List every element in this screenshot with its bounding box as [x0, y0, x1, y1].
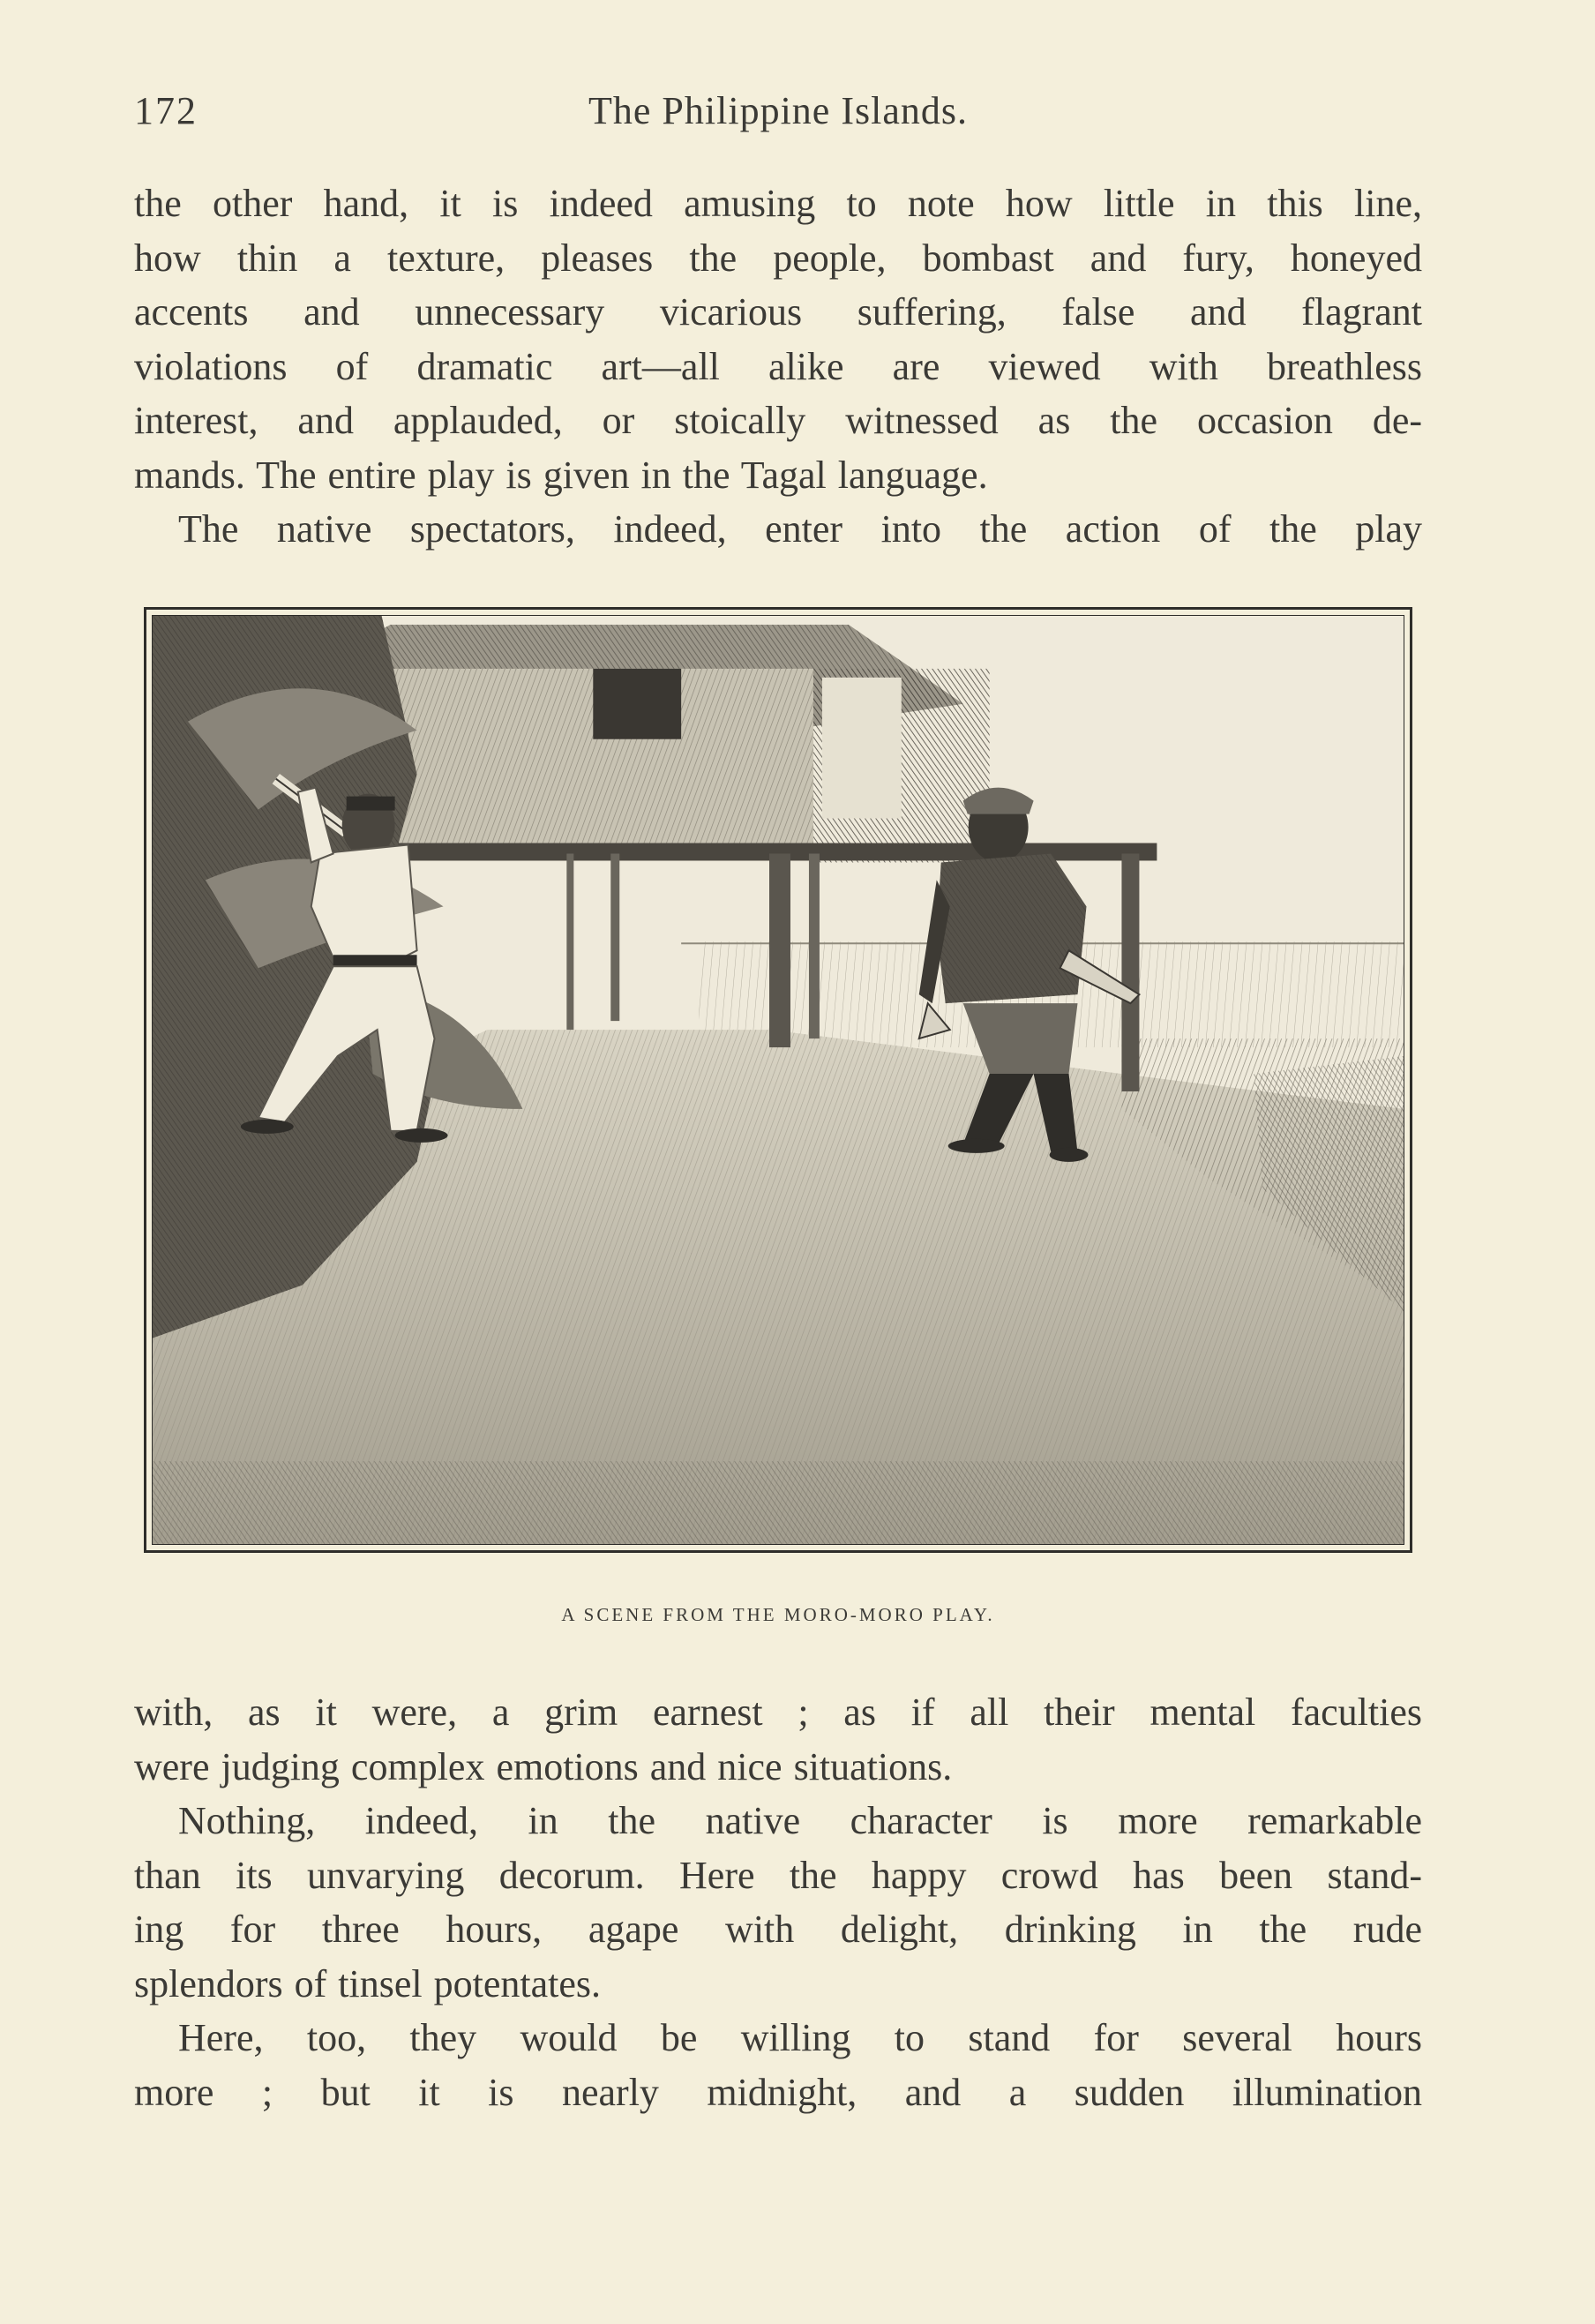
text-line: were judging complex emotions and nice situations.: [134, 1744, 953, 1788]
text-line: than its unvarying decorum. Here the happy crowd has been stand-: [134, 1853, 1422, 1897]
body-text-bottom: [134, 1685, 1422, 2119]
engraving-drawing: [153, 616, 1404, 1544]
text-line: the other hand, it is indeed amusing to note how little in this line,: [134, 182, 1422, 225]
text-line: how thin a texture, pleases the people, bombast and fury, honeyed: [134, 236, 1422, 280]
text-line: Here, too, they would be willing to stand for several hours: [178, 2016, 1422, 2059]
body-text-top: [134, 176, 1422, 557]
text-line: ing for three hours, agape with delight, drinking in the rude: [134, 1908, 1422, 1951]
text-line: mands. The entire play is given in the Tagal language.: [134, 453, 988, 497]
text-line: Nothing, indeed, in the native character is more remarkable: [178, 1799, 1422, 1842]
text-line: violations of dramatic art—all alike are viewed with breathless: [134, 344, 1422, 388]
running-title: The Philippine Islands.: [588, 89, 968, 132]
text-line: with, as it were, a grim earnest ; as if all their mental faculties: [134, 1691, 1422, 1734]
figure-caption: A SCENE FROM THE MORO-MORO PLAY.: [561, 1604, 995, 1625]
text-line: The native spectators, indeed, enter into the action of the play: [178, 507, 1422, 551]
text-line: accents and unnecessary vicarious suffering, false and flagrant: [134, 290, 1422, 334]
engraving: [152, 615, 1404, 1545]
text-line: splendors of tinsel potentates.: [134, 1961, 602, 2005]
text-line: more ; but it is nearly midnight, and a sudden illumination: [134, 2070, 1422, 2114]
figure-illustration: [144, 607, 1412, 1553]
running-head: [134, 88, 1422, 150]
text-line: interest, and applauded, or stoically witnessed as the occasion de-: [134, 399, 1422, 442]
page-number: 172: [134, 89, 198, 132]
